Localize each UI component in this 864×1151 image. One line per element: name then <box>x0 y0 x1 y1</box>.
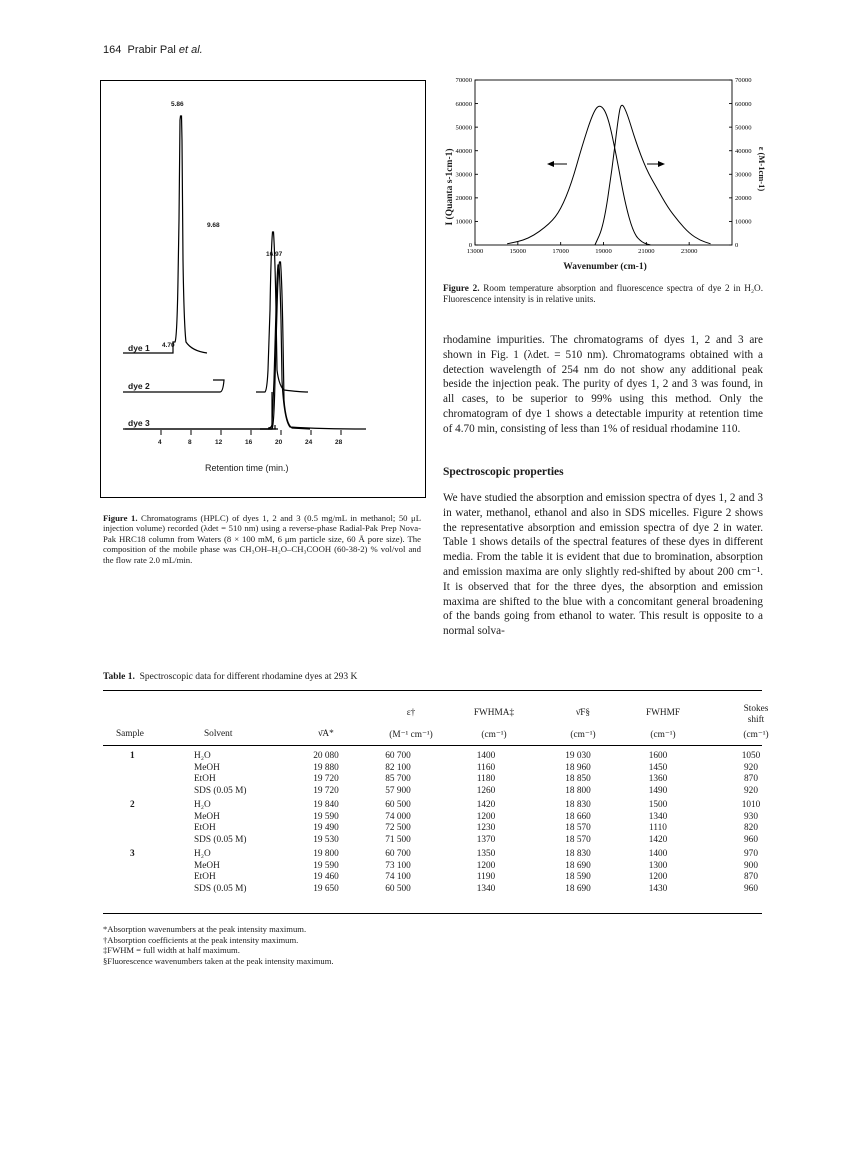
value-cell: 60 500 <box>385 883 411 894</box>
solvent-cell: SDS (0.05 M) <box>194 785 247 796</box>
value-cell: 1430 <box>648 883 668 894</box>
y-tick-label-right: 0 <box>735 242 739 250</box>
arrows <box>547 161 665 167</box>
tick-label-8: 8 <box>188 439 192 446</box>
solvent-cell: SDS (0.05 M) <box>194 883 247 894</box>
value-cell: 1400 <box>648 849 668 859</box>
value-cell: 19 590 <box>313 811 339 822</box>
table-row <box>103 872 762 883</box>
value-cell: 82 100 <box>385 762 411 773</box>
value-cell: 1260 <box>476 785 496 796</box>
x-tick-label: 13000 <box>466 248 484 255</box>
header-nu-a: ν̄A* <box>318 729 334 739</box>
footnote-4: §Fluorescence wavenumbers taken at the peak intensity maximum. <box>103 955 334 966</box>
trace-label-dye-3: dye 3 <box>128 418 150 428</box>
solvent-cell: H₂O <box>194 751 211 761</box>
value-cell: 1200 <box>476 860 496 871</box>
value-cell: 19 880 <box>313 762 339 773</box>
value-cell: 920 <box>744 762 758 773</box>
dye-3-elution <box>260 262 310 429</box>
page-number: 164 <box>103 44 122 56</box>
y-tick-label-right: 50000 <box>735 124 752 132</box>
value-cell: 18 660 <box>565 811 591 822</box>
value-cell: 1340 <box>476 883 496 894</box>
table-1-header <box>103 696 769 744</box>
y-tick-label-right: 30000 <box>735 171 752 179</box>
table-1-title-text: Spectroscopic data for different rhodamine dyes at 293 K <box>139 672 358 682</box>
figure-1-caption-text: Chromatograms (HPLC) of dyes 1, 2 and 3 (0.5 mg/mL in methanol; 50 μL injection volume) recorded (λdet = 510 nm) using a reverse-phase Radial-Pak Prep Nova-Pak HRC18 column from Waters (8 × 100 mM, 6 μm particle size, 60 Å pore size). The composition of the mobile phase was CH₃OH–H₂O–CH₃COOH (60-38-2) % vol/vol and the flow rate 2.0 mL/min. <box>103 513 422 565</box>
header-fwhm-f: FWHMF <box>645 708 681 718</box>
solvent-cell: H₂O <box>194 800 211 810</box>
table-row <box>103 751 762 762</box>
value-cell: 74 000 <box>385 811 411 822</box>
value-cell: 1180 <box>476 774 496 784</box>
sample-number: 1 <box>130 751 135 761</box>
value-cell: 19 590 <box>313 860 339 871</box>
value-cell: 1600 <box>648 751 668 761</box>
value-cell: 19 720 <box>313 774 339 784</box>
figure-1-xlabel: Retention time (min.) <box>205 463 289 473</box>
y-tick-label-left: 60000 <box>455 100 472 108</box>
tick-label-12: 12 <box>215 439 223 446</box>
value-cell: 1450 <box>648 762 668 773</box>
solvent-cell: H₂O <box>194 849 211 859</box>
footnote-3: ‡FWHM = full width at half maximum. <box>103 945 240 956</box>
dye-1-trace <box>123 116 207 353</box>
value-cell: 960 <box>744 834 758 845</box>
value-cell: 19 840 <box>313 800 339 810</box>
table-header-rule <box>103 745 762 746</box>
table-1-label: Table 1. <box>103 672 135 682</box>
y-tick-label-left: 30000 <box>455 171 472 179</box>
figure-2-ylabel-left-box <box>440 140 460 240</box>
figure-1-chromatogram <box>100 80 426 498</box>
figure-2-ylabel-right: ε (M-1cm-1) <box>757 146 767 192</box>
header-stokes-unit: (cm⁻¹) <box>743 730 769 740</box>
table-top-rule <box>103 690 762 691</box>
figure-2-caption <box>443 283 763 305</box>
solvent-cell: MeOH <box>194 811 220 822</box>
value-cell: 19 800 <box>313 849 339 859</box>
header-fwhm-a: FWHMA‡ <box>473 708 515 718</box>
header-fwhm-f-unit: (cm⁻¹) <box>650 730 676 740</box>
table-1-footnotes <box>103 924 334 966</box>
table-row <box>103 812 762 823</box>
value-cell: 19 490 <box>313 823 339 833</box>
sample-number: 3 <box>130 849 135 859</box>
value-cell: 85 700 <box>385 774 411 784</box>
y-tick-label-right: 10000 <box>735 218 752 226</box>
value-cell: 870 <box>744 872 758 882</box>
value-cell: 18 830 <box>565 849 591 859</box>
x-tick-label: 17000 <box>552 248 569 255</box>
solvent-cell: MeOH <box>194 762 220 773</box>
value-cell: 1200 <box>476 811 496 822</box>
trace-label-dye-2: dye 2 <box>128 381 150 391</box>
figure-2-spectra <box>440 70 770 280</box>
table-row <box>103 763 762 774</box>
y-tick-label-left: 0 <box>468 242 472 250</box>
fluorescence-spectrum <box>507 106 650 245</box>
value-cell: 900 <box>744 860 758 871</box>
y-tick-label-left: 50000 <box>455 124 472 132</box>
value-cell: 1200 <box>648 872 668 882</box>
y-tick-label-right: 70000 <box>735 77 752 85</box>
value-cell: 18 570 <box>565 834 591 845</box>
value-cell: 60 700 <box>385 849 411 859</box>
absorption-spectrum <box>595 105 711 245</box>
figure-2-caption-label: Figure 2. <box>443 283 480 293</box>
value-cell: 970 <box>744 849 758 859</box>
value-cell: 1160 <box>476 762 496 773</box>
peak-label-5-86: 5.86 <box>171 101 184 108</box>
y-tick-label-left: 20000 <box>455 195 472 203</box>
x-tick-label: 21000 <box>638 248 655 255</box>
value-cell: 18 690 <box>565 883 591 894</box>
solvent-cell: EtOH <box>194 872 216 882</box>
table-row <box>103 786 762 797</box>
y-tick-label-right: 20000 <box>735 195 752 203</box>
header-epsilon: ε† <box>406 708 416 718</box>
paragraph-2: We have studied the absorption and emission spectra of dyes 1, 2 and 3 in water, methanol, ethanol and also in SDS micelles. Figure 2 shows the representative absorption and emission spectra of dye 2 in water. Table 1 shows details of the spectral features of these dyes in different media. From the table it is evident that due to bromination, absorption and emission maxima are only slightly red-shifted by about 200 cm⁻¹. It is observed that for the three dyes, the absorption and emission maxima are shifted to the blue with a concomitant general broadening of the bands going from ethanol to water. This result is opposite to a normal solva- <box>443 492 763 638</box>
footnote-1: *Absorption wavenumbers at the peak intensity maximum. <box>103 924 307 934</box>
value-cell: 18 800 <box>565 785 591 796</box>
header-nu-f: ν̄F§ <box>575 708 591 718</box>
y-tick-label-right: 60000 <box>735 100 752 108</box>
peak-label-4-70: 4.70 <box>162 342 175 349</box>
value-cell: 19 720 <box>313 785 339 796</box>
value-cell: 1010 <box>741 800 761 810</box>
value-cell: 1190 <box>476 872 496 882</box>
value-cell: 20 080 <box>313 751 339 761</box>
value-cell: 1420 <box>476 800 496 810</box>
value-cell: 19 650 <box>313 883 339 894</box>
value-cell: 1340 <box>648 811 668 822</box>
table-row <box>103 884 762 895</box>
table-row <box>103 849 762 860</box>
table-bottom-rule <box>103 913 762 914</box>
value-cell: 1050 <box>741 751 761 761</box>
value-cell: 820 <box>744 823 758 833</box>
x-tick-label: 19000 <box>595 248 612 255</box>
solvent-cell: EtOH <box>194 774 216 784</box>
table-row <box>103 835 762 846</box>
peak-label-16-97: 16.97 <box>266 251 283 258</box>
running-head-authors: Prabir Pal <box>127 44 176 56</box>
section-heading: Spectroscopic properties <box>443 466 564 478</box>
x-tick-label: 15000 <box>509 248 527 255</box>
figure-1-caption <box>103 513 421 565</box>
value-cell: 1360 <box>648 774 668 784</box>
tick-label-16: 16 <box>245 439 253 446</box>
y-tick-label-left: 10000 <box>455 218 472 226</box>
value-cell: 1370 <box>476 834 496 845</box>
value-cell: 1300 <box>648 860 668 871</box>
peak-label-9-68: 9.68 <box>207 222 220 229</box>
value-cell: 1400 <box>476 751 496 761</box>
value-cell: 57 900 <box>385 785 411 796</box>
running-head-etal: et al. <box>178 44 203 56</box>
header-solvent: Solvent <box>204 729 233 739</box>
solvent-cell: MeOH <box>194 860 220 871</box>
left-arrowhead <box>547 161 554 167</box>
running-head <box>103 44 203 56</box>
trace-label-dye-1: dye 1 <box>128 343 150 353</box>
value-cell: 1420 <box>648 834 668 845</box>
tick-label-20: 20 <box>275 439 283 446</box>
value-cell: 1230 <box>476 823 496 833</box>
value-cell: 1490 <box>648 785 668 796</box>
header-stokes: Stokes shift <box>743 704 769 725</box>
header-fwhm-a-unit: (cm⁻¹) <box>481 730 507 740</box>
value-cell: 1350 <box>476 849 496 859</box>
figure-2-ylabel-right-box <box>752 140 772 200</box>
sample-number: 2 <box>130 800 135 810</box>
value-cell: 19 030 <box>565 751 591 761</box>
figure-2-caption-text: Room temperature absorption and fluorescence spectra of dye 2 in H₂O. Fluorescence intensity is in relative units. <box>443 283 763 304</box>
tick-label-28: 28 <box>335 439 343 446</box>
value-cell: 18 850 <box>565 774 591 784</box>
solvent-cell: SDS (0.05 M) <box>194 834 247 845</box>
value-cell: 19 530 <box>313 834 339 845</box>
value-cell: 930 <box>744 811 758 822</box>
table-1-title <box>103 672 357 682</box>
table-row <box>103 861 762 872</box>
value-cell: 60 500 <box>385 800 411 810</box>
y-tick-label-left: 70000 <box>455 77 472 85</box>
table-row <box>103 800 762 811</box>
footnote-2: †Absorption coefficients at the peak intensity maximum. <box>103 934 299 945</box>
value-cell: 18 590 <box>565 872 591 882</box>
value-cell: 72 500 <box>385 823 411 833</box>
solvent-cell: EtOH <box>194 823 216 833</box>
header-sample: Sample <box>116 729 144 739</box>
right-arrowhead <box>658 161 665 167</box>
paragraph-1: rhodamine impurities. The chromatograms of dyes 1, 2 and 3 are shown in Fig. 1 (λdet. = 510 nm). Chromatograms obtained with a detection wavelength of 254 nm do not show any additional peak beside the injection peak. The purity of dyes 1, 2 and 3 was found, in all cases, to be superior to 99% using this method. Only the chromatogram of dye 1 shows a detectable impurity at retention time of 4.70 min, consisting of less than 1% of residual rhodamine 110. <box>443 334 763 435</box>
table-row <box>103 774 762 785</box>
figure-2-xlabel: Wavenumber (cm-1) <box>563 262 647 272</box>
value-cell: 19 460 <box>313 872 339 882</box>
tick-label-24: 24 <box>305 439 313 446</box>
value-cell: 71 500 <box>385 834 411 845</box>
table-row <box>103 823 762 834</box>
y-tick-label-left: 40000 <box>455 147 472 155</box>
header-epsilon-unit: (M⁻¹ cm⁻¹) <box>389 730 433 740</box>
y-tick-label-right: 40000 <box>735 147 752 155</box>
value-cell: 18 960 <box>565 762 591 773</box>
tick-label-4: 4 <box>158 439 162 446</box>
x-tick-label: 23000 <box>680 248 698 255</box>
value-cell: 870 <box>744 774 758 784</box>
value-cell: 18 570 <box>565 823 591 833</box>
header-nu-f-unit: (cm⁻¹) <box>570 730 596 740</box>
value-cell: 1500 <box>648 800 668 810</box>
value-cell: 18 690 <box>565 860 591 871</box>
value-cell: 920 <box>744 785 758 796</box>
value-cell: 60 700 <box>385 751 411 761</box>
value-cell: 960 <box>744 883 758 894</box>
value-cell: 18 830 <box>565 800 591 810</box>
value-cell: 1110 <box>649 823 667 833</box>
value-cell: 74 100 <box>385 872 411 882</box>
figure-1-caption-label: Figure 1. <box>103 513 138 523</box>
figure-1-ticks <box>161 430 341 435</box>
value-cell: 73 100 <box>385 860 411 871</box>
figure-2-ylabel-left: I (Quanta s-1cm-1) <box>445 148 455 226</box>
